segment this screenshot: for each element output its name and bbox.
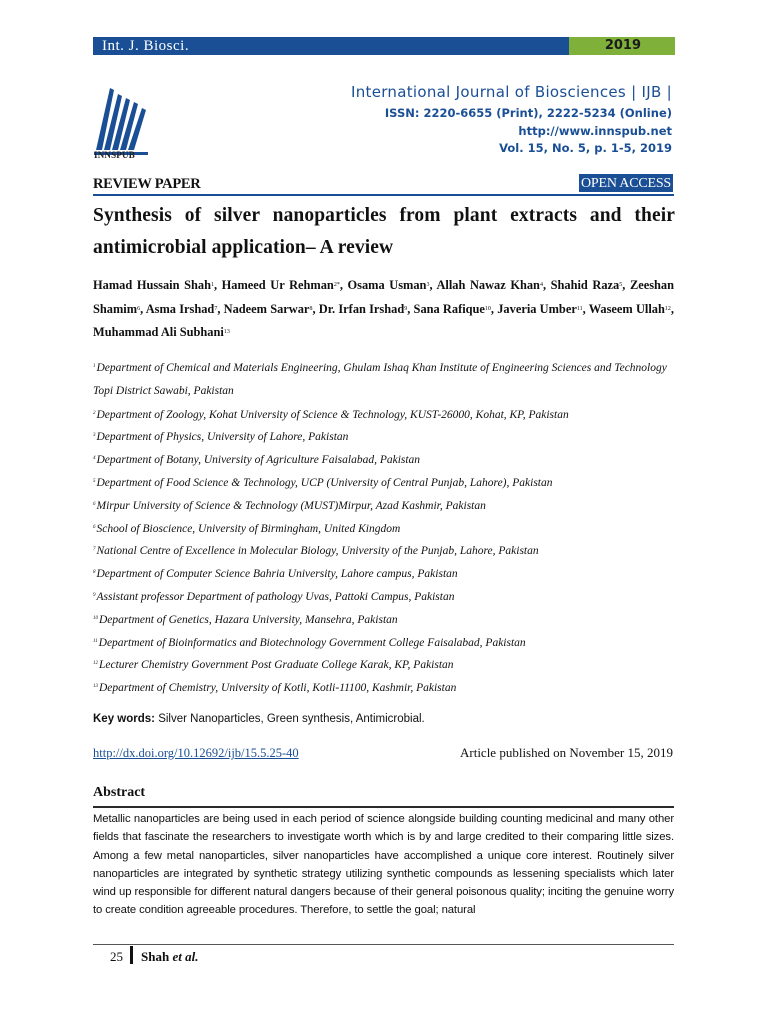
- author-affiliation-marker: 12: [664, 305, 671, 312]
- affiliation-item: [93, 403, 674, 426]
- footer-divider: [93, 944, 674, 945]
- affiliation-number: 7: [93, 547, 96, 553]
- author-name: Hameed Ur Rehman: [221, 278, 334, 292]
- author-affiliation-marker: 13: [223, 329, 230, 335]
- author-name: Asma Irshad: [145, 301, 215, 316]
- page-number: 25: [110, 949, 123, 964]
- affiliation-item: [93, 494, 674, 517]
- affiliation-number: 13: [93, 684, 98, 690]
- abstract-divider: [93, 806, 674, 808]
- author-affiliation-marker: 10: [484, 305, 491, 312]
- paper-title: Synthesis of silver nanoparticles from plant extracts and their antimicrobial application– A review: [93, 205, 675, 258]
- affiliation-item: [93, 448, 674, 471]
- author-name: Dr. Irfan Irshad: [318, 301, 405, 316]
- affiliation-item: [93, 608, 674, 631]
- affiliation-number: 6: [93, 524, 96, 530]
- abstract-heading: Abstract: [93, 785, 146, 800]
- keywords-label: Key words:: [93, 713, 155, 725]
- affiliation-item: [93, 471, 674, 494]
- keywords: [93, 713, 425, 725]
- journal-issn: ISSN: 2220-6655 (Print), 2222-5234 (Online): [384, 106, 672, 120]
- author-affiliation-marker: 8: [309, 305, 313, 312]
- affiliation-text: Department of Botany, University of Agriculture Faisalabad, Pakistan: [96, 454, 421, 467]
- header-divider: [93, 194, 674, 196]
- affiliation-text: Department of Zoology, Kohat University of Science & Technology, KUST-26000, Kohat, KP, Pakistan: [96, 408, 569, 421]
- affiliation-text: Lecturer Chemistry Government Post Graduate College Karak, KP, Pakistan: [99, 659, 454, 672]
- doi-link[interactable]: http://dx.doi.org/10.12692/ijb/15.5.25-40: [93, 746, 299, 760]
- affiliation-number: 3: [93, 433, 96, 439]
- author-name: Waseem Ullah: [588, 301, 665, 316]
- affiliation-text: Department of Genetics, Hazara University, Mansehra, Pakistan: [99, 613, 398, 626]
- author-name: Javeria Umber: [497, 301, 577, 316]
- footer-separator: [130, 946, 133, 964]
- banner-right: [569, 37, 675, 55]
- banner-journal-short: Int. J. Biosci.: [102, 38, 190, 54]
- affiliation-item: [93, 356, 674, 403]
- affiliation-number: 4: [93, 456, 96, 462]
- affiliation-number: 9: [93, 592, 96, 598]
- affiliation-number: 12: [93, 661, 98, 667]
- footer-etal: et al.: [172, 949, 199, 964]
- journal-url-link[interactable]: http://www.innspub.net: [518, 124, 672, 138]
- footer-author: [141, 949, 198, 965]
- author-affiliation-marker: 7: [214, 305, 218, 312]
- affiliation-text: Department of Food Science & Technology, UCP (University of Central Punjab, Lahore), Pakistan: [96, 476, 553, 489]
- affiliation-text: School of Bioscience, University of Birmingham, United Kingdom: [96, 522, 401, 535]
- author-name: Muhammad Ali Subhani: [93, 325, 224, 339]
- banner-year: 2019: [604, 38, 641, 53]
- footer-author-name: Shah: [141, 949, 170, 964]
- journal-title: International Journal of Biosciences | IJB |: [350, 83, 672, 101]
- author-affiliation-marker: 2*: [333, 282, 340, 288]
- affiliation-text: Department of Computer Science Bahria University, Lahore campus, Pakistan: [96, 568, 458, 581]
- author-name: Allah Nawaz Khan: [436, 278, 540, 292]
- author-affiliation-marker: 9: [404, 305, 408, 312]
- keywords-text: Silver Nanoparticles, Green synthesis, Antimicrobial.: [158, 713, 425, 725]
- open-access-badge: OPEN ACCESS: [581, 176, 671, 191]
- affiliation-item: [93, 653, 674, 676]
- author-name: Zeeshan Shamim: [93, 278, 675, 316]
- author-affiliation-marker: 3: [426, 282, 430, 288]
- affiliation-text: National Centre of Excellence in Molecular Biology, University of the Punjab, Lahore, Pakistan: [96, 545, 539, 558]
- banner-left: [93, 37, 569, 55]
- logo-label: INNSPUB: [94, 150, 135, 160]
- author-name: Osama Usman: [347, 278, 427, 292]
- author-list: Hamad Hussain Shah$^1$, Hameed Ur Rehman$^{2*}$, Osama Usman$^3$, Allah Nawaz Khan$^4$, Shahid Raza$^5$, Zeeshan Shamim$^6$, Asma Irshad$^7$, Nadeem Sarwar$^8$, Dr. Irfan Irshad$^9$, Sana Rafique$^{10}$, Javeria Umber$^{11}$, Waseem Ullah$^{12}$, Muhammad Ali Subhani$^{13}$: [93, 278, 675, 339]
- affiliation-text: Department of Physics, University of Lahore, Pakistan: [96, 431, 349, 444]
- affiliation-number: 6: [93, 501, 96, 507]
- author-name: Shahid Raza: [550, 278, 620, 292]
- affiliation-text: Department of Chemistry, University of Kotli, Kotli-11100, Kashmir, Pakistan: [99, 682, 457, 695]
- author-affiliation-marker: 11: [576, 305, 583, 312]
- paper-type: REVIEW PAPER: [93, 176, 201, 192]
- affiliation-item: [93, 517, 674, 540]
- author-affiliation-marker: 1: [210, 282, 214, 288]
- affiliation-number: 8: [93, 570, 96, 576]
- journal-volume: Vol. 15, No. 5, p. 1-5, 2019: [499, 141, 672, 155]
- affiliation-number: 2: [93, 410, 96, 416]
- author-name: Nadeem Sarwar: [223, 301, 310, 316]
- affiliation-text: Department of Chemical and Materials Engineering, Ghulam Ishaq Khan Institute of Engineering Sciences and Technology Topi District Sawabi, Pakistan: [93, 362, 667, 397]
- affiliation-number: 10: [93, 615, 98, 621]
- affiliation-number: 11: [93, 638, 98, 644]
- affiliation-number: 1: [93, 364, 96, 369]
- affiliation-text: Mirpur University of Science & Technology (MUST)Mirpur, Azad Kashmir, Pakistan: [96, 499, 486, 512]
- affiliation-item: [93, 676, 674, 699]
- affiliation-item: [93, 585, 674, 608]
- author-name: Hamad Hussain Shah: [93, 278, 211, 292]
- affiliation-item: [93, 425, 674, 448]
- affiliation-number: 5: [93, 478, 96, 484]
- affiliation-text: Assistant professor Department of pathology Uvas, Pattoki Campus, Pakistan: [96, 590, 455, 603]
- author-affiliation-marker: 4: [539, 282, 543, 288]
- affiliation-item: [93, 539, 674, 562]
- abstract-text: Metallic nanoparticles are being used in each period of science alongside building counting medicinal and many other fields that fascinate the researchers to investigate worth which is by and large credited to their comparing little sizes. Among a few metal nanoparticles, silver nanoparticles have accomplished a unique core interest. Routinely silver nanoparticles are integrated by synthetic strategy utilizing synthetic compounds as lessening specialists which later wind up responsible for different natural dangers because of their general poisonous quality; inciting the genuine worry to create condition agreeable procedures. Therefore, to settle the goal; natural: [93, 813, 674, 917]
- author-affiliation-marker: 5: [619, 282, 623, 288]
- published-date: Article published on November 15, 2019: [459, 745, 673, 760]
- author-affiliation-marker: 6: [137, 305, 141, 312]
- affiliation-text: Department of Bioinformatics and Biotechnology Government College Faisalabad, Pakistan: [98, 636, 526, 649]
- affiliation-item: [93, 631, 674, 654]
- affiliation-item: [93, 562, 674, 585]
- affiliation-list: [93, 356, 674, 699]
- journal-banner: [93, 37, 675, 55]
- author-name: Sana Rafique: [413, 301, 485, 316]
